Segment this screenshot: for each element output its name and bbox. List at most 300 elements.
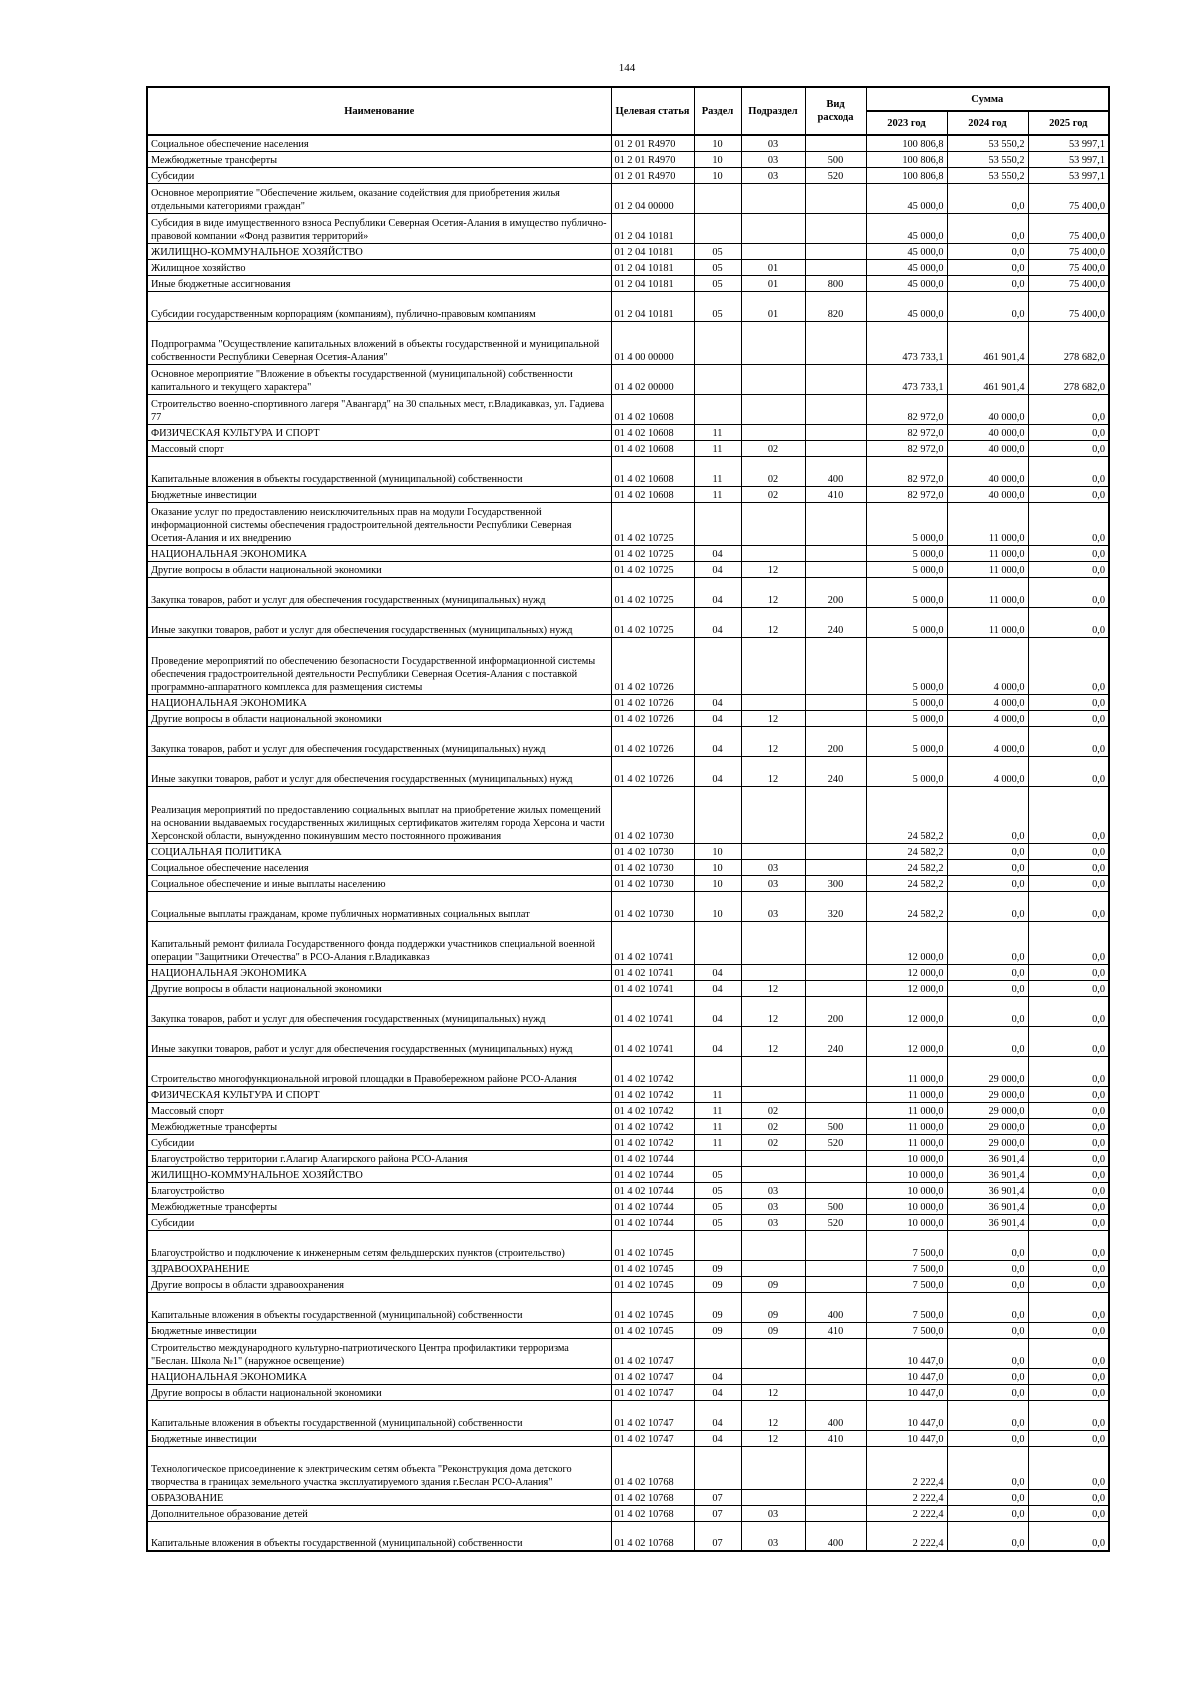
row-expense-type	[805, 1182, 866, 1198]
row-sum-2025: 0,0	[1028, 1384, 1109, 1400]
row-expense-type	[805, 213, 866, 243]
row-subsection: 02	[741, 456, 805, 486]
row-sum-2023: 10 447,0	[866, 1430, 947, 1446]
row-expense-type	[805, 1368, 866, 1384]
row-sum-2025: 0,0	[1028, 1118, 1109, 1134]
row-sum-2025: 75 400,0	[1028, 291, 1109, 321]
row-sum-2025: 0,0	[1028, 875, 1109, 891]
row-name: Основное мероприятие "Вложение в объекты государственной (муниципальной) собственности капитального и текущего характера"	[147, 364, 611, 394]
row-section: 09	[694, 1322, 741, 1338]
table-row	[147, 1368, 1109, 1384]
row-sum-2024: 0,0	[947, 1430, 1028, 1446]
row-sum-2024: 40 000,0	[947, 394, 1028, 424]
row-name: Иные бюджетные ассигнования	[147, 275, 611, 291]
row-target-article: 01 4 02 10742	[611, 1102, 694, 1118]
row-sum-2023: 5 000,0	[866, 694, 947, 710]
row-name: ЗДРАВООХРАНЕНИЕ	[147, 1260, 611, 1276]
header-2023: 2023 год	[866, 111, 947, 135]
row-target-article: 01 4 02 10744	[611, 1214, 694, 1230]
row-target-article: 01 4 02 10608	[611, 486, 694, 502]
row-sum-2025: 75 400,0	[1028, 275, 1109, 291]
row-expense-type: 240	[805, 607, 866, 637]
table-row	[147, 424, 1109, 440]
row-name: Массовый спорт	[147, 440, 611, 456]
table-row	[147, 561, 1109, 577]
row-sum-2024: 11 000,0	[947, 577, 1028, 607]
row-name: Закупка товаров, работ и услуг для обеспечения государственных (муниципальных) нужд	[147, 577, 611, 607]
row-sum-2024: 0,0	[947, 996, 1028, 1026]
row-expense-type: 410	[805, 1430, 866, 1446]
row-expense-type	[805, 135, 866, 151]
row-name: ЖИЛИЩНО-КОММУНАЛЬНОЕ ХОЗЯЙСТВО	[147, 1166, 611, 1182]
table-header	[147, 87, 1109, 135]
row-sum-2023: 5 000,0	[866, 545, 947, 561]
row-sum-2024: 0,0	[947, 1521, 1028, 1551]
row-section: 04	[694, 1400, 741, 1430]
table-row	[147, 1214, 1109, 1230]
row-sum-2025: 0,0	[1028, 456, 1109, 486]
row-target-article: 01 4 02 10768	[611, 1489, 694, 1505]
row-target-article: 01 4 00 00000	[611, 321, 694, 364]
row-sum-2025: 0,0	[1028, 1292, 1109, 1322]
row-name: Социальное обеспечение населения	[147, 859, 611, 875]
row-name: ФИЗИЧЕСКАЯ КУЛЬТУРА И СПОРТ	[147, 1086, 611, 1102]
table-row	[147, 291, 1109, 321]
row-sum-2023: 7 500,0	[866, 1292, 947, 1322]
table-row	[147, 786, 1109, 843]
row-target-article: 01 4 02 10730	[611, 843, 694, 859]
row-subsection: 12	[741, 577, 805, 607]
row-name: Благоустройство	[147, 1182, 611, 1198]
row-sum-2023: 11 000,0	[866, 1118, 947, 1134]
row-section: 05	[694, 1166, 741, 1182]
row-sum-2025: 0,0	[1028, 1230, 1109, 1260]
row-expense-type	[805, 921, 866, 964]
table-body	[147, 135, 1109, 1551]
row-section: 04	[694, 561, 741, 577]
row-target-article: 01 2 04 10181	[611, 243, 694, 259]
row-sum-2024: 36 901,4	[947, 1150, 1028, 1166]
row-sum-2023: 12 000,0	[866, 980, 947, 996]
row-sum-2023: 82 972,0	[866, 486, 947, 502]
row-target-article: 01 2 01 R4970	[611, 167, 694, 183]
row-section: 07	[694, 1505, 741, 1521]
row-subsection: 03	[741, 891, 805, 921]
row-sum-2023: 5 000,0	[866, 637, 947, 694]
table-row	[147, 183, 1109, 213]
row-sum-2025: 0,0	[1028, 1026, 1109, 1056]
row-sum-2023: 24 582,2	[866, 875, 947, 891]
row-target-article: 01 4 02 10744	[611, 1182, 694, 1198]
row-subsection	[741, 1368, 805, 1384]
row-sum-2024: 53 550,2	[947, 167, 1028, 183]
row-target-article: 01 4 02 10744	[611, 1166, 694, 1182]
row-sum-2024: 40 000,0	[947, 440, 1028, 456]
table-row	[147, 321, 1109, 364]
row-section	[694, 1338, 741, 1368]
row-name: Капитальный ремонт филиала Государственного фонда поддержки участников специальной военной операции "Защитники Отечества" в РСО-Алания г.Владикавказ	[147, 921, 611, 964]
row-section: 10	[694, 843, 741, 859]
row-sum-2024: 40 000,0	[947, 486, 1028, 502]
row-expense-type	[805, 1446, 866, 1489]
row-subsection	[741, 1056, 805, 1086]
row-subsection: 12	[741, 561, 805, 577]
row-sum-2025: 0,0	[1028, 1182, 1109, 1198]
row-subsection: 02	[741, 1118, 805, 1134]
row-sum-2025: 0,0	[1028, 756, 1109, 786]
row-name: Иные закупки товаров, работ и услуг для обеспечения государственных (муниципальных) нужд	[147, 756, 611, 786]
row-sum-2025: 0,0	[1028, 607, 1109, 637]
row-name: Капитальные вложения в объекты государственной (муниципальной) собственности	[147, 456, 611, 486]
row-sum-2023: 2 222,4	[866, 1489, 947, 1505]
row-sum-2023: 45 000,0	[866, 183, 947, 213]
row-sum-2023: 5 000,0	[866, 502, 947, 545]
row-section: 04	[694, 726, 741, 756]
row-target-article: 01 2 04 10181	[611, 291, 694, 321]
row-expense-type	[805, 440, 866, 456]
row-sum-2023: 10 447,0	[866, 1400, 947, 1430]
row-section: 05	[694, 291, 741, 321]
row-sum-2023: 12 000,0	[866, 921, 947, 964]
row-subsection: 01	[741, 291, 805, 321]
row-target-article: 01 4 02 10745	[611, 1292, 694, 1322]
row-expense-type: 240	[805, 1026, 866, 1056]
row-sum-2023: 82 972,0	[866, 456, 947, 486]
row-section	[694, 364, 741, 394]
row-target-article: 01 2 01 R4970	[611, 151, 694, 167]
row-subsection: 12	[741, 1400, 805, 1430]
row-expense-type	[805, 364, 866, 394]
row-subsection	[741, 213, 805, 243]
row-subsection: 03	[741, 1198, 805, 1214]
budget-table	[146, 86, 1110, 1552]
row-name: Субсидии государственным корпорациям (компаниям), публично-правовым компаниям	[147, 291, 611, 321]
row-expense-type: 400	[805, 456, 866, 486]
row-section	[694, 1056, 741, 1086]
row-sum-2025: 0,0	[1028, 1086, 1109, 1102]
table-row	[147, 859, 1109, 875]
row-expense-type	[805, 561, 866, 577]
row-section: 11	[694, 1134, 741, 1150]
table-row	[147, 1260, 1109, 1276]
row-sum-2024: 36 901,4	[947, 1198, 1028, 1214]
table-row	[147, 364, 1109, 394]
row-target-article: 01 4 02 10744	[611, 1150, 694, 1166]
row-target-article: 01 4 02 10747	[611, 1338, 694, 1368]
row-target-article: 01 4 02 10747	[611, 1400, 694, 1430]
row-subsection: 02	[741, 440, 805, 456]
row-sum-2025: 0,0	[1028, 1166, 1109, 1182]
row-sum-2024: 0,0	[947, 859, 1028, 875]
row-subsection	[741, 1086, 805, 1102]
row-target-article: 01 4 02 10745	[611, 1276, 694, 1292]
row-target-article: 01 4 02 10745	[611, 1322, 694, 1338]
row-expense-type	[805, 545, 866, 561]
row-sum-2025: 0,0	[1028, 1400, 1109, 1430]
row-name: Подпрограмма "Осуществление капитальных вложений в объекты государственной и муниципальной собственности Республики Северная Осетия-Алания"	[147, 321, 611, 364]
row-sum-2024: 0,0	[947, 980, 1028, 996]
row-target-article: 01 4 02 10730	[611, 786, 694, 843]
table-row	[147, 1276, 1109, 1292]
row-sum-2024: 29 000,0	[947, 1056, 1028, 1086]
row-expense-type	[805, 964, 866, 980]
header-subsection: Подраздел	[741, 87, 805, 135]
row-subsection	[741, 364, 805, 394]
row-target-article: 01 4 02 10726	[611, 756, 694, 786]
row-section: 04	[694, 980, 741, 996]
row-section: 07	[694, 1489, 741, 1505]
row-sum-2025: 0,0	[1028, 1322, 1109, 1338]
row-sum-2024: 0,0	[947, 1384, 1028, 1400]
table-row	[147, 440, 1109, 456]
row-sum-2024: 4 000,0	[947, 726, 1028, 756]
row-sum-2024: 0,0	[947, 1276, 1028, 1292]
row-target-article: 01 4 02 10741	[611, 996, 694, 1026]
row-expense-type	[805, 980, 866, 996]
row-subsection: 12	[741, 996, 805, 1026]
table-row	[147, 502, 1109, 545]
row-section: 10	[694, 859, 741, 875]
row-expense-type	[805, 1338, 866, 1368]
row-name: Межбюджетные трансферты	[147, 1118, 611, 1134]
row-subsection: 02	[741, 486, 805, 502]
row-sum-2025: 0,0	[1028, 637, 1109, 694]
row-sum-2024: 0,0	[947, 275, 1028, 291]
row-sum-2023: 10 447,0	[866, 1368, 947, 1384]
row-sum-2023: 2 222,4	[866, 1521, 947, 1551]
row-target-article: 01 4 02 10730	[611, 859, 694, 875]
row-sum-2025: 0,0	[1028, 1521, 1109, 1551]
table-row	[147, 167, 1109, 183]
row-name: Технологическое присоединение к электрическим сетям объекта "Реконструкция дома детского творчества в границах земельного участка эксплуатируемого здания г.Беслан РСО-Алания"	[147, 1446, 611, 1489]
row-sum-2023: 7 500,0	[866, 1230, 947, 1260]
row-sum-2023: 45 000,0	[866, 243, 947, 259]
table-row	[147, 1086, 1109, 1102]
header-sum: Сумма	[866, 87, 1109, 111]
table-row	[147, 1182, 1109, 1198]
row-section: 11	[694, 1086, 741, 1102]
row-name: Массовый спорт	[147, 1102, 611, 1118]
row-sum-2024: 0,0	[947, 1260, 1028, 1276]
row-subsection	[741, 321, 805, 364]
row-subsection: 03	[741, 151, 805, 167]
table-row	[147, 1384, 1109, 1400]
row-section: 10	[694, 135, 741, 151]
table-row	[147, 151, 1109, 167]
row-expense-type	[805, 1505, 866, 1521]
row-sum-2025: 0,0	[1028, 980, 1109, 996]
row-expense-type: 410	[805, 1322, 866, 1338]
row-sum-2023: 10 000,0	[866, 1166, 947, 1182]
row-sum-2023: 82 972,0	[866, 394, 947, 424]
row-subsection	[741, 394, 805, 424]
row-sum-2023: 7 500,0	[866, 1260, 947, 1276]
row-sum-2024: 40 000,0	[947, 424, 1028, 440]
row-subsection: 03	[741, 1521, 805, 1551]
row-sum-2024: 461 901,4	[947, 321, 1028, 364]
row-sum-2025: 0,0	[1028, 1338, 1109, 1368]
row-sum-2024: 461 901,4	[947, 364, 1028, 394]
row-sum-2025: 75 400,0	[1028, 243, 1109, 259]
row-name: НАЦИОНАЛЬНАЯ ЭКОНОМИКА	[147, 964, 611, 980]
row-section: 04	[694, 710, 741, 726]
table-row	[147, 1505, 1109, 1521]
row-sum-2024: 0,0	[947, 921, 1028, 964]
row-sum-2025: 0,0	[1028, 440, 1109, 456]
header-2024: 2024 год	[947, 111, 1028, 135]
row-target-article: 01 4 02 10745	[611, 1230, 694, 1260]
row-sum-2023: 24 582,2	[866, 786, 947, 843]
row-target-article: 01 4 02 10726	[611, 710, 694, 726]
row-sum-2025: 278 682,0	[1028, 321, 1109, 364]
row-sum-2023: 45 000,0	[866, 213, 947, 243]
page-number: 144	[618, 62, 636, 74]
row-sum-2023: 11 000,0	[866, 1056, 947, 1086]
row-expense-type	[805, 1489, 866, 1505]
row-expense-type	[805, 1276, 866, 1292]
row-target-article: 01 4 02 10742	[611, 1118, 694, 1134]
row-name: Строительство многофункциональной игровой площадки в Правобережном районе РСО-Алания	[147, 1056, 611, 1086]
row-sum-2025: 0,0	[1028, 996, 1109, 1026]
row-sum-2025: 0,0	[1028, 1505, 1109, 1521]
row-expense-type: 800	[805, 275, 866, 291]
table-row	[147, 486, 1109, 502]
table-row	[147, 1489, 1109, 1505]
row-sum-2025: 0,0	[1028, 502, 1109, 545]
row-subsection: 03	[741, 167, 805, 183]
table-row	[147, 275, 1109, 291]
row-subsection: 01	[741, 259, 805, 275]
row-sum-2024: 29 000,0	[947, 1086, 1028, 1102]
row-expense-type	[805, 1086, 866, 1102]
row-target-article: 01 4 02 10730	[611, 875, 694, 891]
row-expense-type: 400	[805, 1292, 866, 1322]
row-sum-2024: 36 901,4	[947, 1214, 1028, 1230]
row-target-article: 01 4 02 10742	[611, 1086, 694, 1102]
row-subsection: 12	[741, 726, 805, 756]
row-name: Дополнительное образование детей	[147, 1505, 611, 1521]
table-row	[147, 694, 1109, 710]
row-name: Межбюджетные трансферты	[147, 1198, 611, 1214]
row-sum-2023: 100 806,8	[866, 151, 947, 167]
row-subsection: 12	[741, 1026, 805, 1056]
row-expense-type	[805, 694, 866, 710]
row-section: 04	[694, 1026, 741, 1056]
row-sum-2024: 29 000,0	[947, 1134, 1028, 1150]
table-row	[147, 1446, 1109, 1489]
row-name: Реализация мероприятий по предоставлению социальных выплат на приобретение жилых помещений на основании выдаваемых государственных жилищных сертификатов жителям города Херсона и части Херсонской области, вынужденно покинувшим место постоянного проживания	[147, 786, 611, 843]
row-sum-2024: 0,0	[947, 1322, 1028, 1338]
row-target-article: 01 4 02 10726	[611, 694, 694, 710]
row-sum-2024: 4 000,0	[947, 694, 1028, 710]
row-sum-2023: 12 000,0	[866, 996, 947, 1026]
row-sum-2025: 0,0	[1028, 1134, 1109, 1150]
table-row	[147, 756, 1109, 786]
table-row	[147, 1118, 1109, 1134]
row-sum-2023: 10 000,0	[866, 1214, 947, 1230]
row-target-article: 01 4 02 10741	[611, 1026, 694, 1056]
row-subsection	[741, 921, 805, 964]
header-article: Целевая статья	[611, 87, 694, 135]
row-sum-2025: 0,0	[1028, 1150, 1109, 1166]
row-section	[694, 1150, 741, 1166]
row-sum-2025: 0,0	[1028, 1260, 1109, 1276]
row-name: Бюджетные инвестиции	[147, 486, 611, 502]
row-expense-type	[805, 394, 866, 424]
row-subsection	[741, 243, 805, 259]
row-section: 11	[694, 424, 741, 440]
row-sum-2025: 0,0	[1028, 1430, 1109, 1446]
row-name: Капитальные вложения в объекты государственной (муниципальной) собственности	[147, 1400, 611, 1430]
row-subsection: 01	[741, 275, 805, 291]
row-name: ОБРАЗОВАНИЕ	[147, 1489, 611, 1505]
row-name: Закупка товаров, работ и услуг для обеспечения государственных (муниципальных) нужд	[147, 726, 611, 756]
row-sum-2025: 0,0	[1028, 843, 1109, 859]
row-target-article: 01 4 02 10726	[611, 726, 694, 756]
row-subsection: 03	[741, 1505, 805, 1521]
row-target-article: 01 4 02 00000	[611, 364, 694, 394]
row-section	[694, 183, 741, 213]
row-sum-2025: 0,0	[1028, 694, 1109, 710]
table-row	[147, 1150, 1109, 1166]
row-subsection	[741, 1260, 805, 1276]
row-subsection	[741, 545, 805, 561]
row-target-article: 01 4 02 10608	[611, 424, 694, 440]
row-sum-2025: 0,0	[1028, 726, 1109, 756]
row-section: 04	[694, 694, 741, 710]
row-sum-2025: 0,0	[1028, 394, 1109, 424]
row-sum-2023: 11 000,0	[866, 1134, 947, 1150]
row-subsection: 09	[741, 1276, 805, 1292]
row-sum-2024: 11 000,0	[947, 561, 1028, 577]
row-sum-2025: 0,0	[1028, 964, 1109, 980]
row-sum-2023: 2 222,4	[866, 1446, 947, 1489]
row-expense-type	[805, 243, 866, 259]
row-sum-2025: 53 997,1	[1028, 167, 1109, 183]
table-row	[147, 577, 1109, 607]
row-section: 07	[694, 1521, 741, 1551]
row-subsection	[741, 1166, 805, 1182]
row-name: Другие вопросы в области национальной экономики	[147, 710, 611, 726]
row-subsection: 09	[741, 1292, 805, 1322]
table-row	[147, 1056, 1109, 1086]
row-subsection	[741, 694, 805, 710]
row-subsection: 03	[741, 859, 805, 875]
row-target-article: 01 4 02 10730	[611, 891, 694, 921]
row-target-article: 01 4 02 10726	[611, 637, 694, 694]
row-name: Иные закупки товаров, работ и услуг для обеспечения государственных (муниципальных) нужд	[147, 1026, 611, 1056]
row-section: 10	[694, 167, 741, 183]
row-sum-2024: 0,0	[947, 843, 1028, 859]
row-target-article: 01 2 04 10181	[611, 275, 694, 291]
row-section: 04	[694, 577, 741, 607]
table-row	[147, 1166, 1109, 1182]
row-sum-2024: 0,0	[947, 964, 1028, 980]
row-section: 11	[694, 440, 741, 456]
row-sum-2025: 0,0	[1028, 786, 1109, 843]
row-subsection: 12	[741, 756, 805, 786]
row-sum-2023: 45 000,0	[866, 259, 947, 275]
row-name: Межбюджетные трансферты	[147, 151, 611, 167]
row-section: 11	[694, 486, 741, 502]
table-row	[147, 1430, 1109, 1446]
row-sum-2023: 5 000,0	[866, 561, 947, 577]
row-section	[694, 786, 741, 843]
row-sum-2024: 4 000,0	[947, 710, 1028, 726]
row-section	[694, 637, 741, 694]
table-row	[147, 1230, 1109, 1260]
row-sum-2025: 0,0	[1028, 1446, 1109, 1489]
